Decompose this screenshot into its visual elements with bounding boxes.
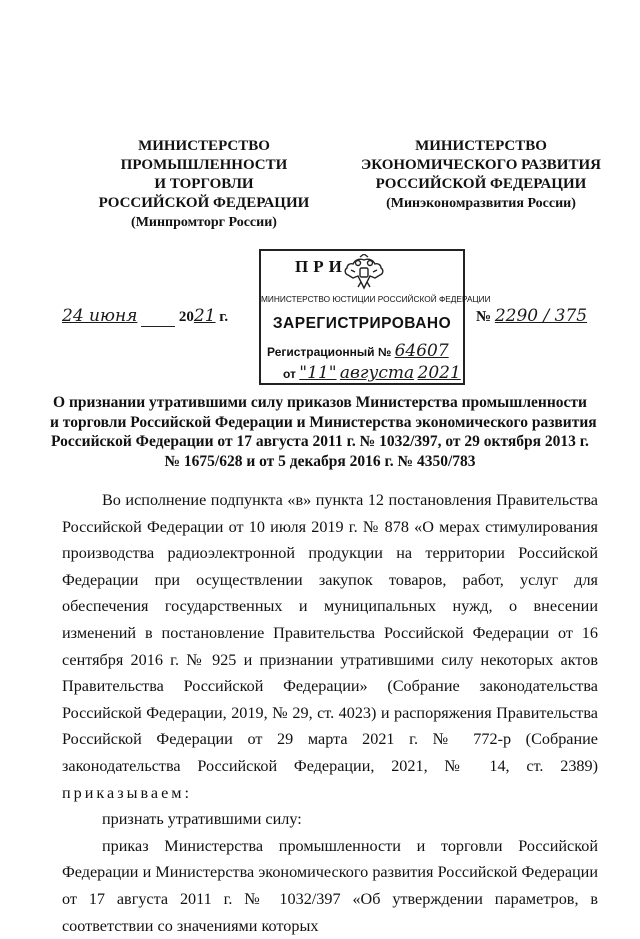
stamp-department: МИНИСТЕРСТВО ЮСТИЦИИ РОССИЙСКОЙ ФЕДЕРАЦИИ [261,294,491,304]
title-line: № 1675/628 и от 5 декабря 2016 г. № 4350/783 [164,452,476,470]
header-line: ПРОМЫШЛЕННОСТИ [120,157,288,173]
header-line: ЭКОНОМИЧЕСКОГО РАЗВИТИЯ [361,157,601,173]
order-date-year-suffix: 21 [193,306,216,326]
header-line: РОССИЙСКОЙ ФЕДЕРАЦИИ [98,195,310,211]
header-line: МИНИСТЕРСТВО [415,138,547,154]
document-title [50,393,597,471]
order-number [476,306,587,326]
order-date-year-unit: г. [219,309,229,325]
body-paragraph: приказ Министерства промышленности и торговли Российской Федерации и Министерства экономического развития Российской Федерации от 17 августа 2011 г. № 1032/397 «Об утверждении параметров, в соответствии со значениями которых [62,836,598,935]
title-line: Российской Федерации от 17 августа 2011 г. № 1032/397, от 29 октября 2013 г. [51,433,589,450]
header-line: МИНИСТЕРСТВО [138,138,270,154]
order-number-prefix: № [476,309,492,325]
header-line: РОССИЙСКОЙ ФЕДЕРАЦИИ [375,176,587,192]
date-year: 2021 [417,363,461,383]
ministry-industry-header [86,137,322,232]
order-date-blank [141,309,175,327]
title-line: и торговли Российской Федерации и Министерства экономического развития [50,413,597,431]
order-date-year-prefix: 20 [178,309,194,325]
order-date-day-month: 24 июня [62,306,138,326]
stamp-registered-label: ЗАРЕГИСТРИРОВАНО [272,315,452,332]
header-abbreviation: (Минпромторг России) [131,215,277,230]
stamp-registration-number [267,341,449,361]
double-headed-eagle-icon [341,254,387,292]
reg-number-value: 64607 [394,341,449,361]
order-number-value: 2290 / 375 [494,306,588,326]
registration-stamp [259,249,491,385]
header-abbreviation: (Минэкономразвития России) [386,196,576,211]
body-paragraph [62,487,598,806]
date-month: августа [339,363,415,383]
stamp-registration-date [283,363,461,383]
body-paragraph: признать утратившими силу: [102,810,302,829]
order-date [62,306,247,327]
ministry-economy-header [345,137,617,213]
date-prefix: от [283,367,296,381]
order-command: приказываем: [62,783,193,802]
reg-number-label: Регистрационный № [267,345,392,359]
document-type-label: ПРИ [295,257,347,276]
title-line: О признании утратившими силу приказов Министерства промышленности [53,394,587,411]
document-body [62,487,598,939]
header-line: И ТОРГОВЛИ [154,176,254,192]
preamble-text: Во исполнение подпункта «в» пункта 12 постановления Правительства Российской Федерации от 10 июля 2019 г. № 878 «О мерах стимулирования производства радиоэлектронной продукции на территории Российской Федерации при осуществлении закупок товаров, работ, услуг для обеспечения государственных и муниципальных нужд, о внесении изменений в постановление Правительства Российской Федерации от 16 сентября 2016 г. № 925 и признании утратившими силу некоторых актов Правительства Российской Федерации» (Собрание законодательства Российской Федерации, 2019, № 29, ст. 4023) и распоряжения Правительства Российской Федерации от 29 марта 2021 г. № 772-р (Собрание законодательства Российской Федерации, 2021, № 14, ст. 2389) [62,491,598,775]
date-day: "11" [299,363,337,383]
